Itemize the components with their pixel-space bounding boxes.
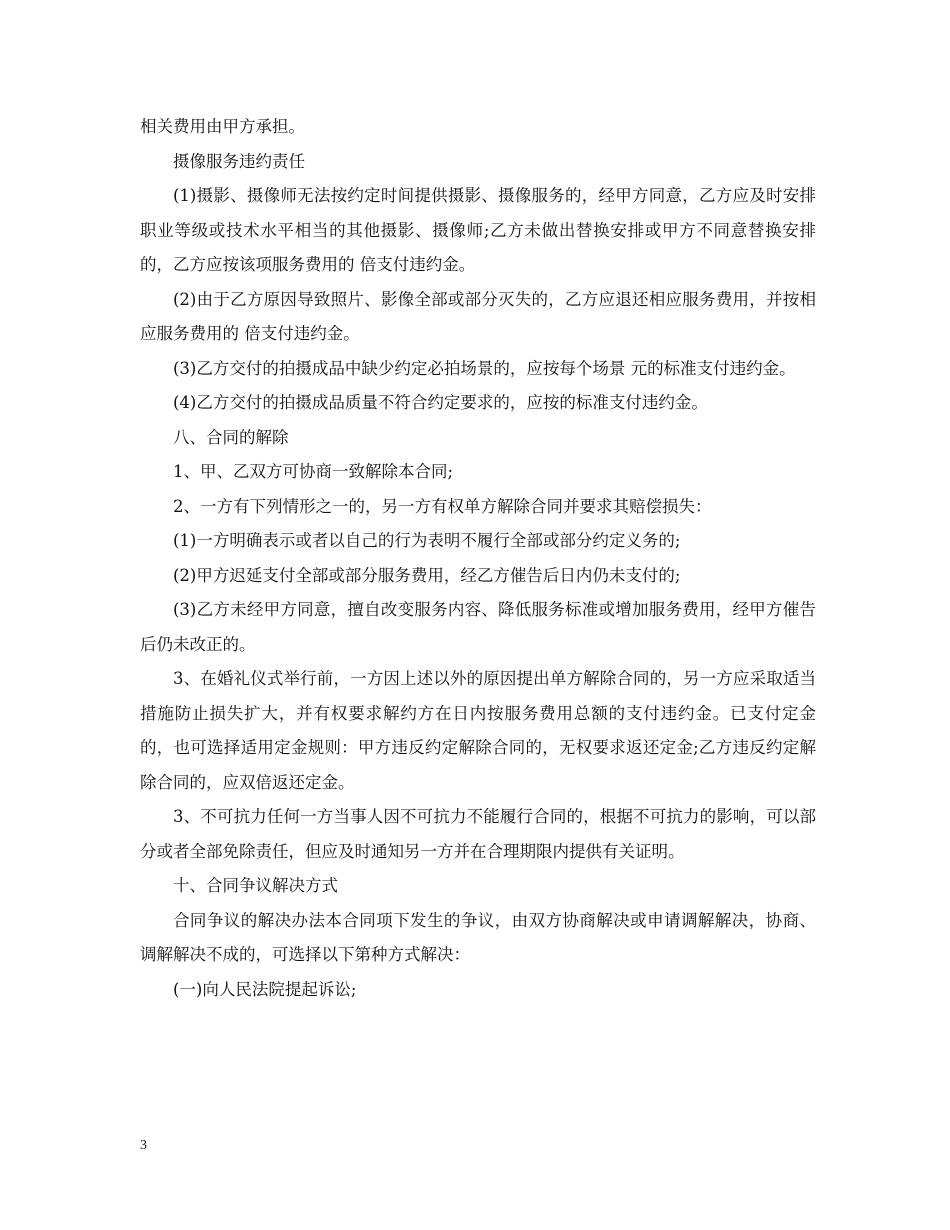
paragraph: (一)向人民法院提起诉讼; [173,979,357,999]
paragraph: 3、不可抗力任何一方当事人因不可抗力不能履行合同的，根据不可抗力的影响，可以部分或者全部免除责任，但应及时通知另一方并在合理期限内提供有关证明。 [140,807,816,861]
paragraph: (3)乙方交付的拍摄成品中缺少约定必拍场景的，应按每个场景 元的标准支付违约金。 [173,358,796,378]
section-heading: 八、合同的解除 [173,427,289,447]
page-number: 3 [140,1138,147,1153]
paragraph: 相关费用由甲方承担。 [140,117,305,136]
paragraph: (1)摄影、摄像师无法按约定时间提供摄影、摄像服务的，经甲方同意，乙方应及时安排职业等级或技术水平相当的其他摄影、摄像师;乙方未做出替换安排或甲方不同意替换安排的，乙方应按该项服务费用的 倍支付违约金。 [140,186,816,274]
paragraph: 合同争议的解决办法本合同项下发生的争议，由双方协商解决或申请调解解决，协商、调解解决不成的，可选择以下第种方式解决： [140,910,816,964]
document-body [140,110,816,1007]
paragraph: 2、一方有下列情形之一的，另一方有权单方解除合同并要求其赔偿损失： [173,496,712,516]
paragraph: (2)甲方迟延支付全部或部分服务费用，经乙方催告后日内仍未支付的; [173,565,681,585]
paragraph: (2)由于乙方原因导致照片、影像全部或部分灭失的，乙方应退还相应服务费用，并按相应服务费用的 倍支付违约金。 [140,289,816,343]
paragraph: (1)一方明确表示或者以自己的行为表明不履行全部或部分约定义务的; [173,531,681,550]
section-heading: 摄像服务违约责任 [173,151,305,171]
section-heading: 十、合同争议解决方式 [173,876,338,895]
paragraph: (3)乙方未经甲方同意，擅自改变服务内容、降低服务标准或增加服务费用，经甲方催告后仍未改正的。 [140,600,816,654]
paragraph: 1、甲、乙双方可协商一致解除本合同; [173,462,454,481]
paragraph: 3、在婚礼仪式举行前，一方因上述以外的原因提出单方解除合同的，另一方应采取适当措施防止损失扩大，并有权要求解约方在日内按服务费用总额的支付违约金。已支付定金的，也可选择适用定金规则：甲方违反约定解除合同的，无权要求返还定金;乙方违反约定解除合同的，应双倍返还定金。 [140,669,816,792]
paragraph: (4)乙方交付的拍摄成品质量不符合约定要求的，应按的标准支付违约金。 [173,393,708,412]
